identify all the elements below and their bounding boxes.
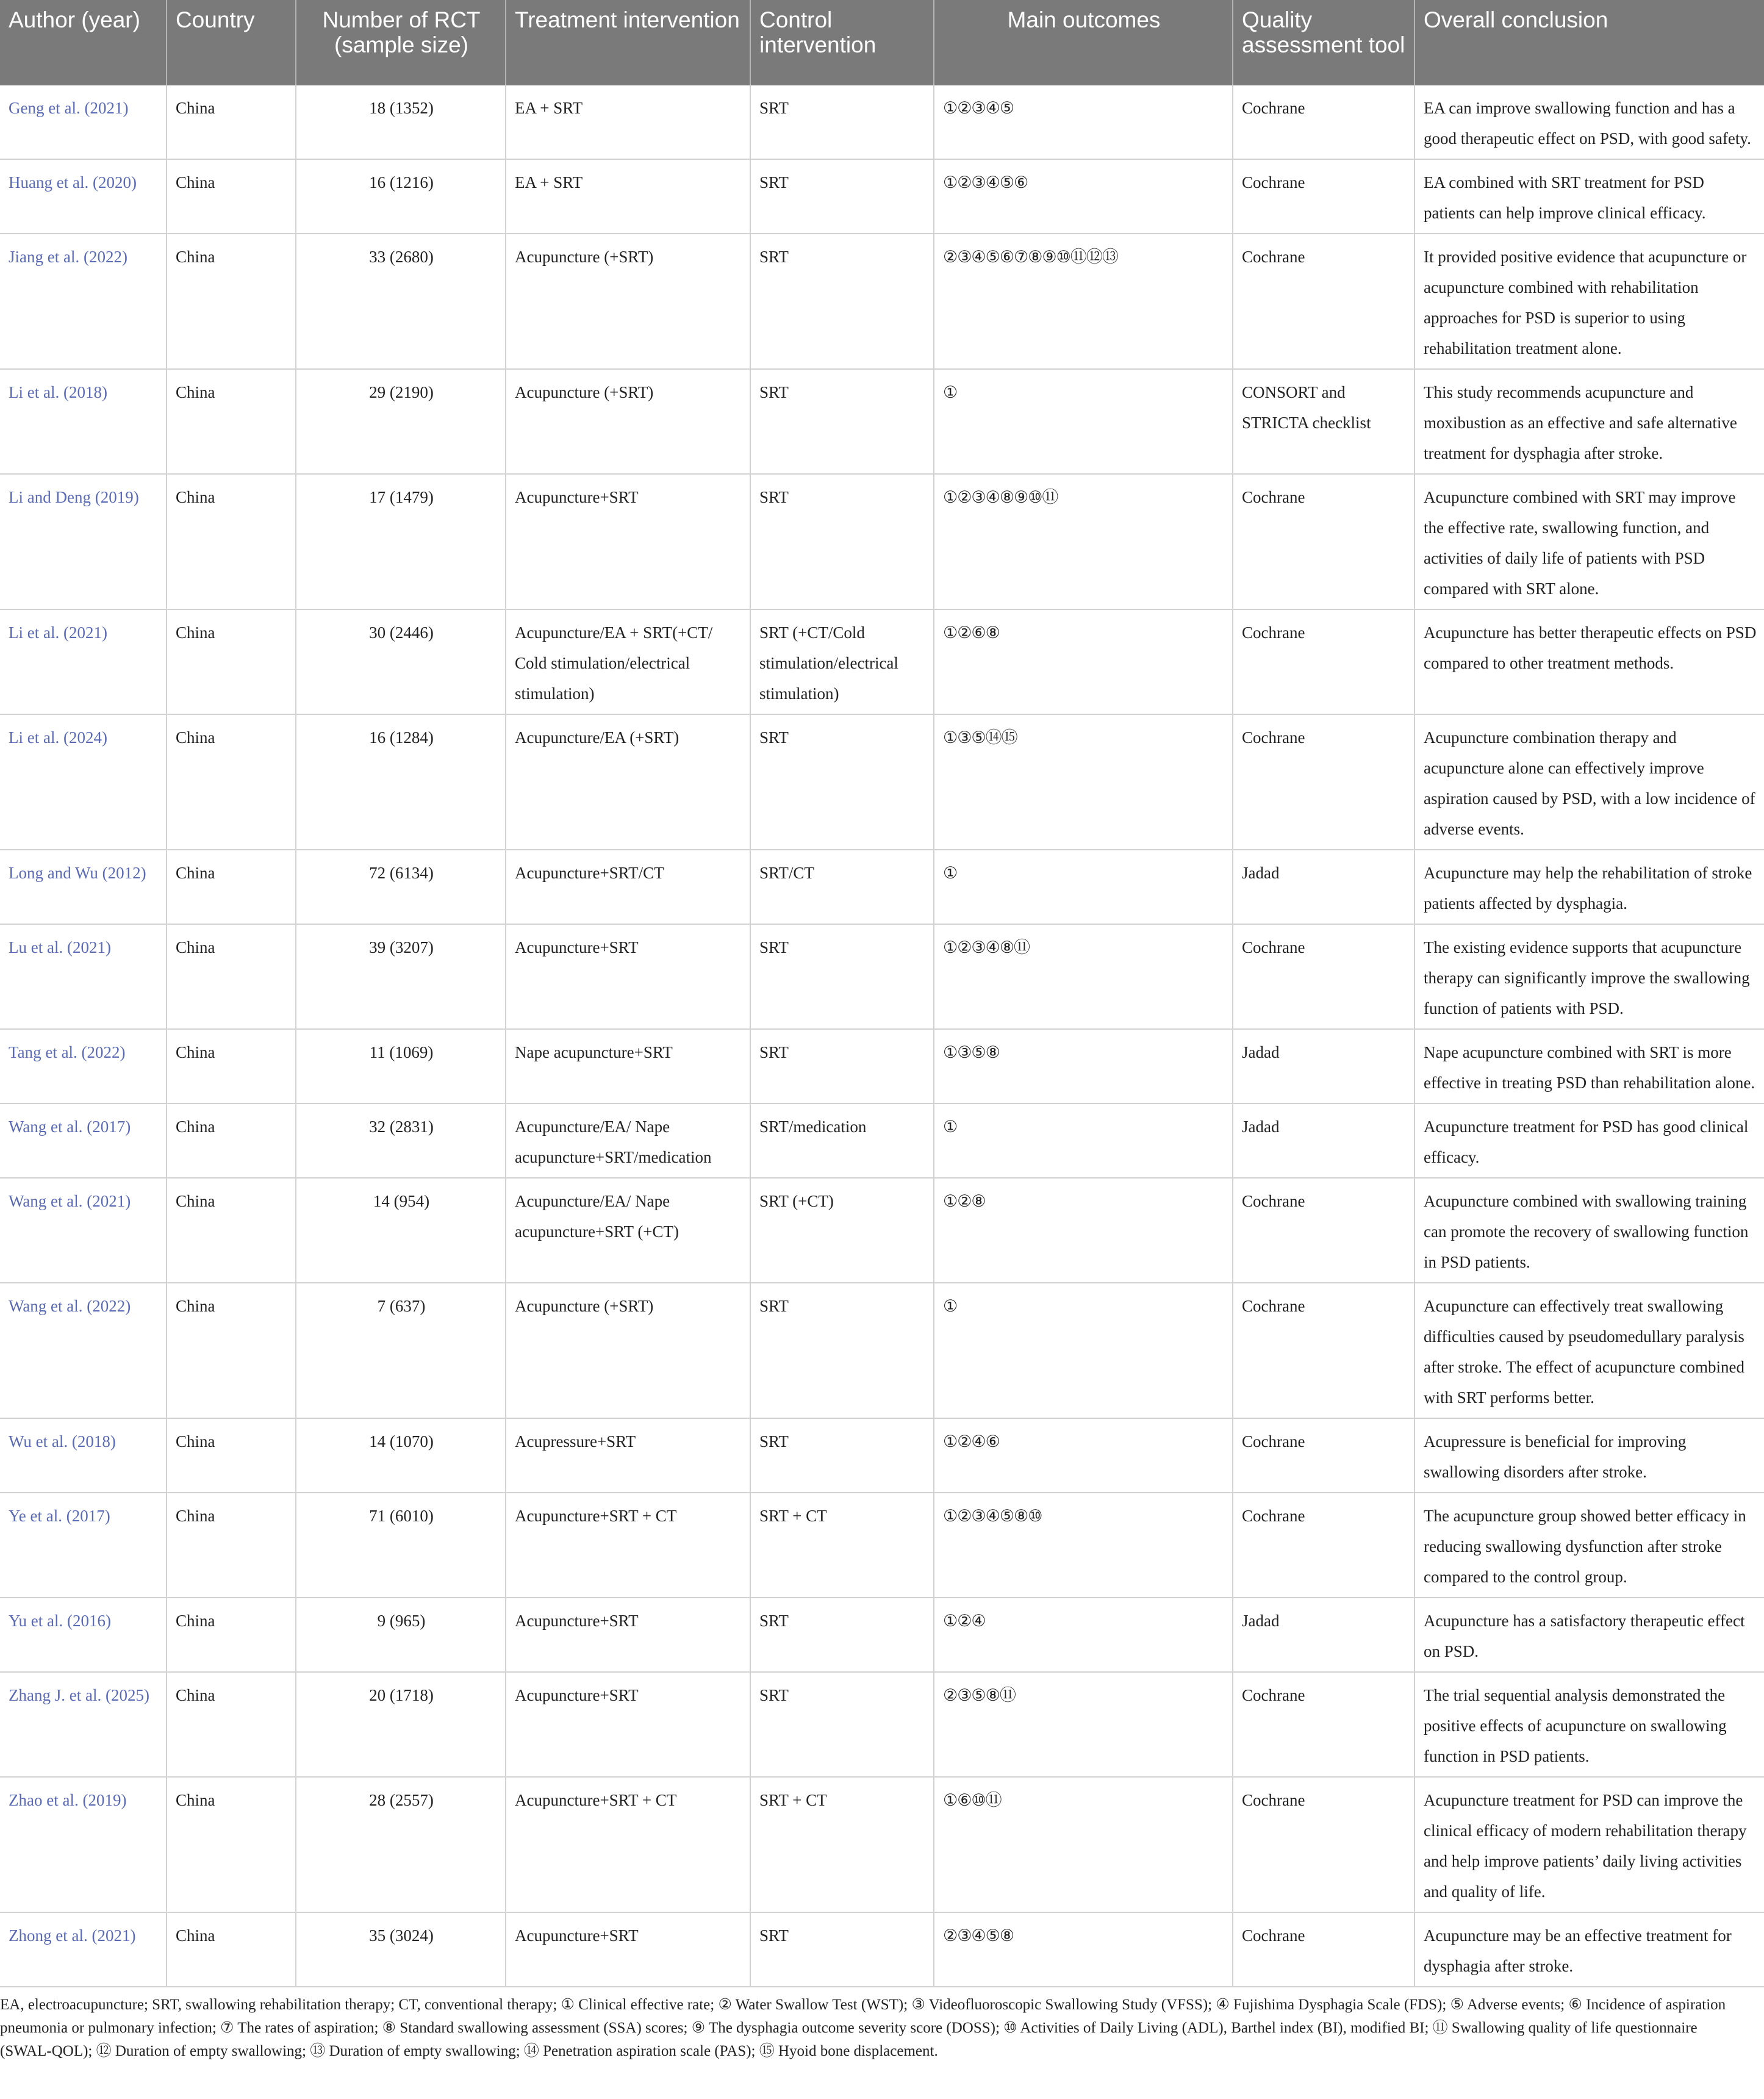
control-cell: SRT [750,1672,934,1777]
outcomes-cell: ①②④⑥ [934,1418,1233,1493]
rct-cell: 35 (3024) [296,1912,506,1987]
rct-cell: 39 (3207) [296,924,506,1029]
control-cell: SRT + CT [750,1777,934,1912]
country-cell: China [167,1598,296,1672]
author-cell[interactable]: Zhao et al. (2019) [0,1777,167,1912]
outcomes-cell: ①②③④⑧⑨⑩⑪ [934,474,1233,609]
country-cell: China [167,850,296,924]
rct-cell: 7 (637) [296,1283,506,1418]
header-country: Country [167,0,296,85]
author-cell[interactable]: Wang et al. (2017) [0,1103,167,1178]
country-cell: China [167,474,296,609]
conclusion-cell: Acupuncture combined with swallowing training can promote the recovery of swallowing function in PSD patients. [1414,1178,1764,1283]
quality-cell: CONSORT and STRICTA checklist [1233,369,1414,474]
control-cell: SRT/CT [750,850,934,924]
conclusion-cell: The trial sequential analysis demonstrated the positive effects of acupuncture on swallowing function in PSD patients. [1414,1672,1764,1777]
quality-cell: Jadad [1233,1103,1414,1178]
quality-cell: Jadad [1233,1029,1414,1103]
header-treatment: Treatment intervention [506,0,750,85]
author-cell[interactable]: Li et al. (2018) [0,369,167,474]
quality-cell: Cochrane [1233,234,1414,369]
treatment-cell: Acupuncture/EA/ Nape acupuncture+SRT (+CT) [506,1178,750,1283]
country-cell: China [167,1912,296,1987]
outcomes-cell: ① [934,850,1233,924]
conclusion-cell: The existing evidence supports that acupuncture therapy can significantly improve the swallowing function of patients with PSD. [1414,924,1764,1029]
rct-cell: 18 (1352) [296,85,506,159]
control-cell: SRT [750,1418,934,1493]
table-header [0,0,1764,85]
country-cell: China [167,159,296,234]
outcomes-cell: ①②③④⑤⑧⑩ [934,1493,1233,1598]
table-row [0,714,1764,850]
author-cell[interactable]: Long and Wu (2012) [0,850,167,924]
treatment-cell: Acupuncture+SRT/CT [506,850,750,924]
table-row [0,1493,1764,1598]
control-cell: SRT [750,85,934,159]
rct-cell: 17 (1479) [296,474,506,609]
conclusion-cell: It provided positive evidence that acupuncture or acupuncture combined with rehabilitation approaches for PSD is superior to using rehabilitation treatment alone. [1414,234,1764,369]
country-cell: China [167,1178,296,1283]
author-cell[interactable]: Wang et al. (2021) [0,1178,167,1283]
outcomes-cell: ①②③④⑤ [934,85,1233,159]
control-cell: SRT [750,714,934,850]
treatment-cell: Acupuncture (+SRT) [506,234,750,369]
table-row [0,1178,1764,1283]
author-cell[interactable]: Li et al. (2024) [0,714,167,850]
rct-cell: 16 (1284) [296,714,506,850]
conclusion-cell: Acupuncture treatment for PSD can improve the clinical efficacy of modern rehabilitation therapy and help improve patients’ daily living activities and quality of life. [1414,1777,1764,1912]
treatment-cell: Acupuncture/EA/ Nape acupuncture+SRT/medication [506,1103,750,1178]
rct-cell: 30 (2446) [296,609,506,714]
outcomes-cell: ①②⑧ [934,1178,1233,1283]
table-row [0,369,1764,474]
header-conclusion: Overall conclusion [1414,0,1764,85]
table-row [0,1103,1764,1178]
country-cell: China [167,1493,296,1598]
control-cell: SRT [750,1283,934,1418]
quality-cell: Cochrane [1233,85,1414,159]
author-cell[interactable]: Li and Deng (2019) [0,474,167,609]
quality-cell: Cochrane [1233,159,1414,234]
conclusion-cell: EA combined with SRT treatment for PSD patients can help improve clinical efficacy. [1414,159,1764,234]
outcomes-cell: ① [934,1283,1233,1418]
rct-cell: 72 (6134) [296,850,506,924]
control-cell: SRT (+CT) [750,1178,934,1283]
outcomes-cell: ①②③④⑤⑥ [934,159,1233,234]
table-row [0,850,1764,924]
conclusion-cell: EA can improve swallowing function and has a good therapeutic effect on PSD, with good safety. [1414,85,1764,159]
control-cell: SRT [750,369,934,474]
outcomes-cell: ②③⑤⑧⑪ [934,1672,1233,1777]
quality-cell: Cochrane [1233,1912,1414,1987]
control-cell: SRT [750,1598,934,1672]
quality-cell: Cochrane [1233,924,1414,1029]
country-cell: China [167,714,296,850]
author-cell[interactable]: Tang et al. (2022) [0,1029,167,1103]
control-cell: SRT/medication [750,1103,934,1178]
quality-cell: Cochrane [1233,609,1414,714]
header-control: Control intervention [750,0,934,85]
treatment-cell: Acupuncture+SRT [506,1598,750,1672]
treatment-cell: Acupuncture+SRT [506,474,750,609]
table-row [0,1598,1764,1672]
conclusion-cell: Acupuncture may help the rehabilitation of stroke patients affected by dysphagia. [1414,850,1764,924]
country-cell: China [167,1418,296,1493]
author-cell[interactable]: Wu et al. (2018) [0,1418,167,1493]
author-cell[interactable]: Zhong et al. (2021) [0,1912,167,1987]
table-row [0,1283,1764,1418]
table-row [0,609,1764,714]
treatment-cell: Acupuncture+SRT + CT [506,1777,750,1912]
control-cell: SRT + CT [750,1493,934,1598]
treatment-cell: Acupuncture+SRT + CT [506,1493,750,1598]
quality-cell: Jadad [1233,1598,1414,1672]
control-cell: SRT (+CT/Cold stimulation/electrical stimulation) [750,609,934,714]
control-cell: SRT [750,234,934,369]
quality-cell: Cochrane [1233,1283,1414,1418]
country-cell: China [167,1103,296,1178]
rct-cell: 11 (1069) [296,1029,506,1103]
country-cell: China [167,1777,296,1912]
rct-cell: 28 (2557) [296,1777,506,1912]
country-cell: China [167,1672,296,1777]
conclusion-cell: Acupuncture has a satisfactory therapeutic effect on PSD. [1414,1598,1764,1672]
table-row [0,1672,1764,1777]
author-cell[interactable]: Jiang et al. (2022) [0,234,167,369]
conclusion-cell: This study recommends acupuncture and moxibustion as an effective and safe alternative treatment for dysphagia after stroke. [1414,369,1764,474]
table-row [0,234,1764,369]
outcomes-cell: ①⑥⑩⑪ [934,1777,1233,1912]
control-cell: SRT [750,1029,934,1103]
header-quality: Quality assessment tool [1233,0,1414,85]
table-body [0,85,1764,1987]
country-cell: China [167,1029,296,1103]
author-cell[interactable]: Geng et al. (2021) [0,85,167,159]
rct-cell: 33 (2680) [296,234,506,369]
outcomes-cell: ① [934,369,1233,474]
header-rct: Number of RCT (sample size) [296,0,506,85]
treatment-cell: Acupuncture+SRT [506,1912,750,1987]
author-cell[interactable]: Li et al. (2021) [0,609,167,714]
author-cell[interactable]: Yu et al. (2016) [0,1598,167,1672]
country-cell: China [167,85,296,159]
author-cell[interactable]: Ye et al. (2017) [0,1493,167,1598]
author-cell[interactable]: Wang et al. (2022) [0,1283,167,1418]
control-cell: SRT [750,1912,934,1987]
conclusion-cell: Acupuncture may be an effective treatment for dysphagia after stroke. [1414,1912,1764,1987]
quality-cell: Cochrane [1233,1672,1414,1777]
country-cell: China [167,1283,296,1418]
quality-cell: Cochrane [1233,1777,1414,1912]
control-cell: SRT [750,159,934,234]
country-cell: China [167,924,296,1029]
header-outcomes: Main outcomes [934,0,1233,85]
conclusion-cell: Acupressure is beneficial for improving swallowing disorders after stroke. [1414,1418,1764,1493]
table-row [0,1418,1764,1493]
table-row [0,1912,1764,1987]
outcomes-cell: ②③④⑤⑥⑦⑧⑨⑩⑪⑫⑬ [934,234,1233,369]
country-cell: China [167,234,296,369]
table-row [0,1777,1764,1912]
outcomes-cell: ①②③④⑧⑪ [934,924,1233,1029]
quality-cell: Cochrane [1233,1493,1414,1598]
treatment-cell: Acupuncture/EA (+SRT) [506,714,750,850]
author-cell[interactable]: Huang et al. (2020) [0,159,167,234]
table-row [0,159,1764,234]
outcomes-cell: ① [934,1103,1233,1178]
header-author: Author (year) [0,0,167,85]
conclusion-cell: Acupuncture treatment for PSD has good clinical efficacy. [1414,1103,1764,1178]
outcomes-cell: ②③④⑤⑧ [934,1912,1233,1987]
quality-cell: Jadad [1233,850,1414,924]
rct-cell: 9 (965) [296,1598,506,1672]
rct-cell: 14 (954) [296,1178,506,1283]
treatment-cell: Acupuncture (+SRT) [506,369,750,474]
rct-cell: 16 (1216) [296,159,506,234]
outcomes-cell: ①③⑤⑧ [934,1029,1233,1103]
quality-cell: Cochrane [1233,1418,1414,1493]
conclusion-cell: Acupuncture combination therapy and acupuncture alone can effectively improve aspiration caused by PSD, with a low incidence of adverse events. [1414,714,1764,850]
author-cell[interactable]: Zhang J. et al. (2025) [0,1672,167,1777]
table-row [0,474,1764,609]
conclusion-cell: Acupuncture can effectively treat swallowing difficulties caused by pseudomedullary paralysis after stroke. The effect of acupuncture combined with SRT performs better. [1414,1283,1764,1418]
rct-cell: 20 (1718) [296,1672,506,1777]
rct-cell: 14 (1070) [296,1418,506,1493]
country-cell: China [167,369,296,474]
treatment-cell: Acupuncture+SRT [506,1672,750,1777]
header-row [0,0,1764,85]
rct-cell: 32 (2831) [296,1103,506,1178]
country-cell: China [167,609,296,714]
conclusion-cell: Nape acupuncture combined with SRT is more effective in treating PSD than rehabilitation alone. [1414,1029,1764,1103]
treatment-cell: EA + SRT [506,159,750,234]
treatment-cell: Acupressure+SRT [506,1418,750,1493]
quality-cell: Cochrane [1233,1178,1414,1283]
quality-cell: Cochrane [1233,714,1414,850]
control-cell: SRT [750,924,934,1029]
outcomes-cell: ①②⑥⑧ [934,609,1233,714]
control-cell: SRT [750,474,934,609]
table-row [0,1029,1764,1103]
rct-cell: 29 (2190) [296,369,506,474]
treatment-cell: Acupuncture (+SRT) [506,1283,750,1418]
author-cell[interactable]: Lu et al. (2021) [0,924,167,1029]
table-row [0,924,1764,1029]
outcomes-cell: ①②④ [934,1598,1233,1672]
table-row [0,85,1764,159]
table-footnote: EA, electroacupuncture; SRT, swallowing rehabilitation therapy; CT, conventional therapy; ① Clinical effective rate; ② Water Swallow Test (WST); ③ Videofluoroscopic Swallowing Study (VFSS); ④ Fujishima Dysphagia Scale (FDS); ⑤ Adverse events; ⑥ Incidence of aspiration pneumonia or pulmonary infection; ⑦ The rates of aspiration; ⑧ Standard swallowing assessment (SSA) scores; ⑨ The dysphagia outcome severity score (DOSS); ⑩ Activities of Daily Living (ADL), Barthel index (BI), modified BI; ⑪ Swallowing quality of life questionnaire (SWAL-QOL); ⑫ Duration of empty swallowing; ⑬ Duration of empty swallowing; ⑭ Penetration aspiration scale (PAS); ⑮ Hyoid bone displacement. [0,1997,1726,2059]
rct-cell: 71 (6010) [296,1493,506,1598]
treatment-cell: Acupuncture/EA + SRT(+CT/ Cold stimulation/electrical stimulation) [506,609,750,714]
treatment-cell: Nape acupuncture+SRT [506,1029,750,1103]
treatment-cell: Acupuncture+SRT [506,924,750,1029]
conclusion-cell: Acupuncture combined with SRT may improve the effective rate, swallowing function, and activities of daily life of patients with PSD compared with SRT alone. [1414,474,1764,609]
outcomes-cell: ①③⑤⑭⑮ [934,714,1233,850]
quality-cell: Cochrane [1233,474,1414,609]
treatment-cell: EA + SRT [506,85,750,159]
conclusion-cell: The acupuncture group showed better efficacy in reducing swallowing dysfunction after stroke compared to the control group. [1414,1493,1764,1598]
conclusion-cell: Acupuncture has better therapeutic effects on PSD compared to other treatment methods. [1414,609,1764,714]
